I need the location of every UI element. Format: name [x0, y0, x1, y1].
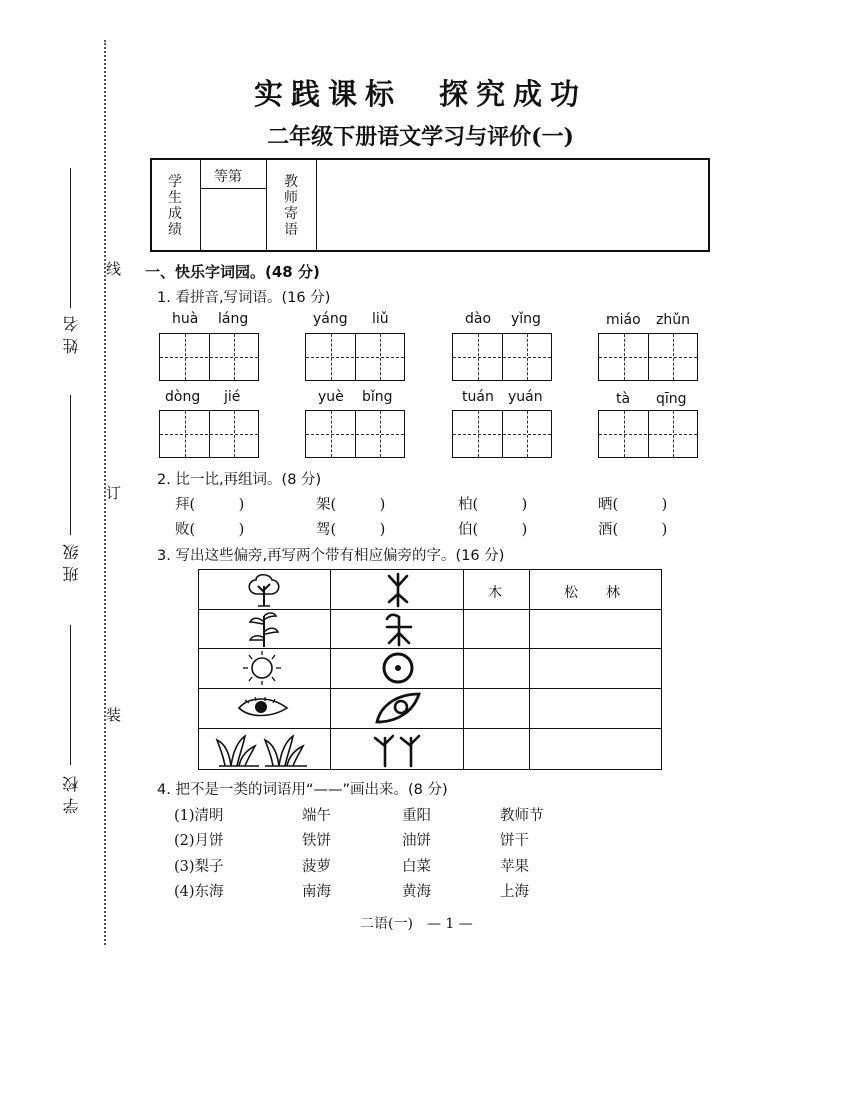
- chars-answer-cell[interactable]: [530, 729, 661, 769]
- writing-grid[interactable]: [452, 333, 552, 381]
- pinyin: láng: [218, 311, 249, 327]
- ancient-bamboo-glyph-icon: [369, 730, 429, 768]
- pinyin: zhǔn: [656, 312, 690, 328]
- page-footer: 二语(一) — 1 —: [360, 916, 473, 932]
- compare-item[interactable]: 拜( ): [175, 497, 245, 513]
- pinyin: huà: [172, 311, 199, 327]
- word-item[interactable]: 端午: [302, 808, 331, 824]
- radical-answer-cell[interactable]: [464, 729, 529, 769]
- compare-item[interactable]: 酒( ): [598, 522, 668, 538]
- school-blank: [70, 625, 71, 765]
- word-item[interactable]: 黄海: [402, 884, 431, 900]
- grade-cell: [200, 160, 267, 250]
- school-label: 学校: [62, 770, 81, 814]
- ancient-eye-glyph-icon: [373, 690, 423, 726]
- student-score-cell: [152, 160, 201, 250]
- tree-picture-icon: [244, 572, 284, 608]
- class-label: 班级: [62, 538, 81, 582]
- pinyin: dòng: [165, 389, 201, 405]
- class-blank: [70, 395, 71, 535]
- teacher-comment-label-cell: [266, 160, 317, 250]
- example-chars-header: 松 林: [564, 585, 620, 601]
- teacher-comment-label: 教师寄语: [284, 174, 298, 238]
- pinyin: yáng: [313, 311, 348, 327]
- question-3-text: 3. 写出这些偏旁,再写两个带有相应偏旁的字。(16 分): [157, 548, 505, 564]
- sun-picture-icon: [237, 650, 287, 686]
- teacher-comment-area[interactable]: [316, 160, 708, 250]
- word-item[interactable]: 上海: [500, 884, 529, 900]
- binding-char-ding: 订: [106, 484, 122, 502]
- word-item[interactable]: (2)月饼: [174, 833, 224, 849]
- bamboo-picture-icon: [215, 730, 315, 768]
- compare-item[interactable]: 败( ): [175, 522, 245, 538]
- word-item[interactable]: 铁饼: [302, 833, 331, 849]
- student-score-label: 学生成绩: [168, 174, 182, 238]
- pinyin: tà: [616, 391, 631, 407]
- writing-grid[interactable]: [305, 333, 405, 381]
- score-box: [150, 158, 710, 252]
- chars-answer-cell[interactable]: [530, 689, 661, 728]
- section-1-heading: 一、快乐字词园。(48 分): [145, 263, 320, 281]
- word-item[interactable]: 南海: [302, 884, 331, 900]
- seedling-picture-icon: [244, 610, 284, 648]
- chars-answer-cell[interactable]: [530, 610, 661, 648]
- compare-item[interactable]: 架( ): [316, 497, 386, 513]
- compare-item[interactable]: 柏( ): [458, 497, 528, 513]
- radical-answer-cell[interactable]: [464, 689, 529, 728]
- pinyin: yuè: [318, 389, 344, 405]
- name-blank: [70, 168, 71, 308]
- pinyin: yuán: [508, 389, 543, 405]
- pinyin: dào: [465, 311, 492, 327]
- word-item[interactable]: (4)东海: [174, 884, 224, 900]
- question-4-text: 4. 把不是一类的词语用“——”画出来。(8 分): [157, 782, 448, 798]
- word-item[interactable]: 教师节: [500, 808, 544, 824]
- pinyin: liǔ: [372, 311, 389, 327]
- pinyin: qīng: [656, 391, 687, 407]
- radical-answer-cell[interactable]: [464, 610, 529, 648]
- compare-item[interactable]: 驾( ): [316, 522, 386, 538]
- ancient-wood-glyph-icon: [381, 572, 415, 608]
- question-1-text: 1. 看拼音,写词语。(16 分): [157, 290, 331, 306]
- pinyin: jié: [224, 389, 241, 405]
- grade-label: 等第: [214, 169, 242, 185]
- writing-grid[interactable]: [305, 410, 405, 458]
- pinyin: yǐng: [511, 311, 541, 327]
- word-item[interactable]: 苹果: [500, 859, 529, 875]
- binding-char-zhuang: 装: [106, 706, 122, 724]
- word-item[interactable]: (1)清明: [174, 808, 224, 824]
- writing-grid[interactable]: [598, 410, 698, 458]
- compare-item[interactable]: 伯( ): [458, 522, 528, 538]
- ancient-grain-glyph-icon: [379, 611, 417, 647]
- word-item[interactable]: 白菜: [402, 859, 431, 875]
- pinyin: tuán: [462, 389, 494, 405]
- binding-char-xian: 线: [106, 260, 122, 278]
- word-item[interactable]: 重阳: [402, 808, 431, 824]
- writing-grid[interactable]: [159, 410, 259, 458]
- writing-grid[interactable]: [452, 410, 552, 458]
- word-item[interactable]: 饼干: [500, 833, 529, 849]
- page-subtitle: 二年级下册语文学习与评价(一): [267, 124, 574, 150]
- chars-answer-cell[interactable]: [530, 649, 661, 688]
- pinyin: bǐng: [362, 389, 393, 405]
- radical-table: [198, 569, 662, 770]
- ancient-sun-glyph-icon: [379, 650, 417, 686]
- word-item[interactable]: 菠萝: [302, 859, 331, 875]
- question-2-text: 2. 比一比,再组词。(8 分): [157, 472, 322, 488]
- word-item[interactable]: 油饼: [402, 833, 431, 849]
- eye-picture-icon: [235, 692, 291, 724]
- word-item[interactable]: (3)梨子: [174, 859, 224, 875]
- compare-item[interactable]: 晒( ): [598, 497, 668, 513]
- page-title: 实践课标 探究成功: [253, 77, 587, 111]
- writing-grid[interactable]: [598, 333, 698, 381]
- name-label: 姓名: [62, 310, 81, 354]
- radical-header: 木: [488, 585, 502, 601]
- writing-grid[interactable]: [159, 333, 259, 381]
- radical-answer-cell[interactable]: [464, 649, 529, 688]
- pinyin: miáo: [606, 312, 641, 328]
